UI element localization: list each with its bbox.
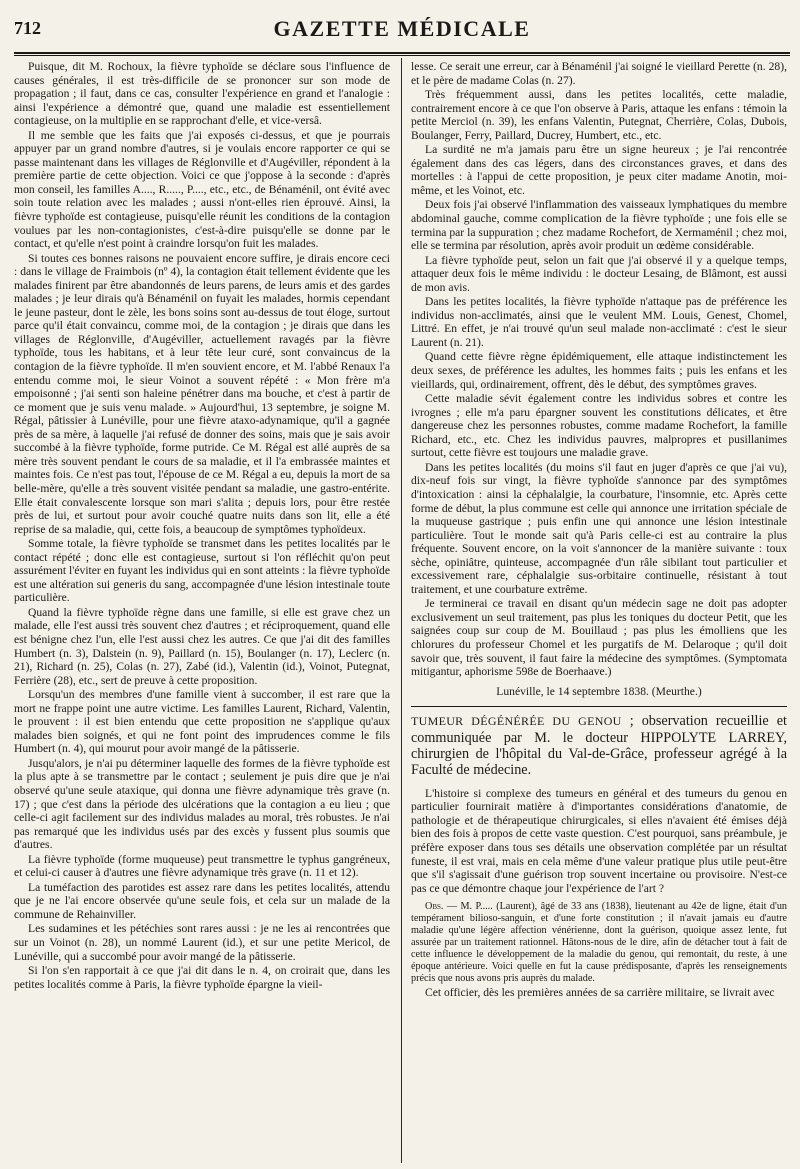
- paragraph: Si l'on s'en rapportait à ce que j'ai dit dans le n. 4, on croirait que, dans les petites localités comme à Paris, la fièvre typhoïde épargne la vieil-: [14, 964, 390, 991]
- observation-paragraph: [411, 901, 787, 985]
- paragraph: Lorsqu'un des membres d'une famille vient à succomber, il est rare que la mort ne frappe point une autre victime. Les familles Laurent, Richard, Valentin, le prouvent : il est bien entendu que cette proposition ne s'applique qu'aux malades bien soignés, et qui ne font point des imprudences comme le fils Humbert (n. 4), qui mourut pour avoir mangé de la pâtisserie.: [14, 688, 390, 756]
- paragraph: Je terminerai ce travail en disant qu'un médecin sage ne doit pas adopter exclusivement un seul traitement, pas plus les toniques du docteur Petit, que les saignées coup sur coup de M. Bouillaud ; pas plus les émolliens que les chlorures du professeur Chomel et les purgatifs de M. Delaroque ; qu'il doit savoir que, très souvent, il faut faire la médecine des symptômes. (Symptomata mitigantur, aphorisme 598e de Boerhaave.): [411, 597, 787, 679]
- observation-lead: Obs. — M. P.....: [425, 901, 493, 913]
- signature-line: Lunéville, le 14 septembre 1838. (Meurthe.): [496, 684, 702, 698]
- paragraph: Somme totale, la fièvre typhoïde se transmet dans les petites localités par le contact répété ; donc elle est contagieuse, surtout si l'on réfléchit qu'on peut assurément l'éviter en fuyant les individus qui en sont atteints : la fièvre typhoïde est une altération sui generis du sang, accompagnée d'une lésion intestinale toute particulière.: [14, 537, 390, 605]
- paragraph: La fièvre typhoïde peut, selon un fait que j'ai observé il y a quelque temps, attaquer deux fois le même individu : le docteur Lesaing, de Blâmont, est aussi de mon avis.: [411, 253, 787, 294]
- article-intro: L'histoire si complexe des tumeurs en général et des tumeurs du genou en particulier fournirait matière à d'importantes considérations d'anatomie, de pathologie et de thérapeutique chirurgicales, si elles n'avaient été émises déjà bien des fois à propos de cette vaste question. C'est pourquoi, sans préambule, je préfère exposer dans tous ses détails une observation complétée par un résultat funeste, il est vrai, mais en cela même d'une valeur pratique plus utile peut-être que s'il s'agissait d'une guérison trop souvent incertaine ou provisoire. N'est-ce pas ce que démontre chaque jour l'expérience de l'art ?: [411, 786, 787, 895]
- newspaper-page: [14, 0, 790, 1169]
- column-divider: [401, 58, 402, 1163]
- paragraph: Dans les petites localités (du moins s'il faut en juger d'après ce que j'ai vu), dix-neuf fois sur vingt, la fièvre typhoïde s'annonce par des symptômes d'intoxication : ainsi la céphalalgie, la courbature, l'insomnie, etc. Après cette forme de début, la plus commune est celle qui annonce une irritation spéciale de la muqueuse gastrique ; puis enfin une qui annonce une lésion intestinale particulière. Tout le monde sait qu'à Paris celle-ci est au contraire la plus fréquente. Souvent encore, on la voit s'annoncer de la manière suivante : toux sèche, opiniâtre, quinteuse, accompagnée d'un râle sibilant tout particulier et excessivement rare, céphalalgie sus-orbitaire continuelle, résistant à tout traitement, et une courbature extrême.: [411, 460, 787, 596]
- paragraph: La tuméfaction des parotides est assez rare dans les petites localités, attendu que je ne l'ai encore observée qu'une seule fois, et cela sur un malade de la commune de Rehainviller.: [14, 880, 390, 921]
- article-title: [411, 713, 787, 779]
- article-title-lead: TUMEUR DÉGÉNÉRÉE DU GENOU: [411, 714, 622, 729]
- journal-title: GAZETTE MÉDICALE: [273, 16, 531, 41]
- left-column: [14, 60, 390, 1160]
- paragraph: Quand la fièvre typhoïde règne dans une famille, si elle est grave chez un malade, elle l'est aussi très souvent chez d'autres ; et réciproquement, quand elle est bénigne chez l'un, elle l'est aussi chez les autres. Ce que j'ai dit des familles Humbert (n. 3), Dalstein (n. 9), Paillard (n. 15), Boulanger (n. 17), Leclerc (n. 21), Richard (n. 25), Colas (n. 27), Zabé (id.), Valentin (id.), Voinot, Putegnat, Ferrière (28), etc., sert de preuve à cette proposition.: [14, 605, 390, 687]
- paragraph: Cette maladie sévit également contre les individus sobres et contre les ivrognes ; elle m'a paru épargner souvent les constitutions délicates, et être dangereuse chez les personnes robustes, comme madame Rochefort, la famille Richard, etc., etc. Chez les individus pauvres, malpropres et pusillanimes surtout, cette fièvre est toujours une maladie grave.: [411, 392, 787, 460]
- paragraph: Il me semble que les faits que j'ai exposés ci-dessus, et que je pourrais appuyer par un grand nombre d'autres, si je voulais encore rapporter ce qui se passe maintenant dans les villages de Réglonville et d'Augéviller, répondent à la première partie de cette objection. Voici ce que j'oppose à la seconde : d'après mon conseil, les familles A...., R....., P...., etc., etc., de Bénaménil, ont évité avec soin toute relation avec les malades ; aussi n'ont-elles rien éprouvé. Ainsi, la fièvre typhoïde est contagieuse, puisqu'elle réunit les conditions de la contagion voulues par les non-contagionistes, c'est-à-dire puisqu'elle se donne par le contact, et qu'elle n'est point à craindre lorsqu'on fuit les malades.: [14, 128, 390, 251]
- paragraph: Puisque, dit M. Rochoux, la fièvre typhoïde se déclare sous l'influence de causes générales, il est très-difficile de se prononcer sur son mode de propagation ; il faut, dans ce cas, consulter l'expérience en grand et l'analogie : ainsi l'expérience a démontré que, quand une maladie est essentiellement contagieuse, on la multiplie en se rapprochant d'elle, et vice-versâ.: [14, 60, 390, 128]
- paragraph: Très fréquemment aussi, dans les petites localités, cette maladie, contrairement encore à ce que l'on observe à Paris, attaque les enfans : témoin la petite Merciol (n. 39), les enfans Valentin, Putegnat, Cherrière, Colas, Dubois, Boulanger, Ferry, Paillard, Ducrey, Humbert, etc., etc.: [411, 88, 787, 142]
- paragraph: Deux fois j'ai observé l'inflammation des vaisseaux lymphatiques du membre abdominal gauche, comme complication de la fièvre typhoïde ; une fois elle se termina par la suppuration ; chez madame Rochefort, de Xermaménil ; chez moi, elle se termina par résolution, après avoir produit un œdème considérable.: [411, 198, 787, 253]
- right-column: [411, 60, 787, 1160]
- paragraph-continued: Cet officier, dès les premières années de sa carrière militaire, se livrait avec: [425, 986, 775, 1000]
- article-separator: [411, 706, 787, 707]
- page-number: 712: [14, 18, 41, 38]
- paragraph: La surdité ne m'a jamais paru être un signe heureux ; je l'ai rencontrée également dans des cas légers, dans des circonstances graves, et dans des mortelles : à l'appui de cette proposition, je peux citer madame Anotin, moi-même, et les Voinot, etc.: [411, 143, 787, 197]
- article-title-rest: ; observation recueillie et communiquée par M. le docteur HIPPOLYTE LARREY, chirurgien de l'hôpital du Val-de-Grâce, professeur agrégé à la Faculté de médecine.: [411, 713, 787, 779]
- observation-text: (Laurent), âgé de 33 ans (1838), lieutenant au 42e de ligne, était d'un tempérament bilioso-sanguin, et d'une forte constitution ; il n'avait jamais eu d'autre maladie qu'une légère affection vénérienne, dont la guérison, quoique assez lente, fut assurée par un traitement rationnel. Hâtons-nous de le dire, afin de détacher tout à fait de cette influence le développement de la maladie du genou, qui remontait, du reste, à une époque antérieure. Voici quelle en fut la cause prédisposante, d'après les renseignements précis que nous avons pris auprès du malade.: [411, 901, 787, 985]
- header-rule: [14, 52, 790, 54]
- paragraph: Jusqu'alors, je n'ai pu déterminer laquelle des formes de la fièvre typhoïde est la plus apte à se transmettre par le contact ; seulement je puis dire que je n'ai observé qu'une seule ataxique, qui donna une fièvre adynamique très grave (n. 17) ; que c'est dans la période des ulcérations que la contagion a eu lieu ; que celle-ci agit facilement sur des individus malades au moral, très robustes. Je n'ai pas remarqué que les individus usés par des excès y fussent plus soumis que d'autres.: [14, 756, 390, 852]
- paragraph: Les sudamines et les pétéchies sont rares aussi : je ne les ai rencontrées que sur un Voinot (n. 28), un nommé Laurent (id.), et sur une petite Mericol, de Lunéville, qui a succombé pour avoir mangé de la pâtisserie.: [14, 922, 390, 963]
- paragraph: Dans les petites localités, la fièvre typhoïde n'attaque pas de préférence les individus non-acclimatés, ainsi que le veulent MM. Louis, Genest, Chomel, Littré. En effet, je n'ai trouvé qu'un seul malade non-acclimaté : c'est le sieur Laurent (n. 21).: [411, 295, 787, 349]
- paragraph: La fièvre typhoïde (forme muqueuse) peut transmettre le typhus gangréneux, et celui-ci causer à d'autres une fièvre adynamique très grave (n. 11 et 12).: [14, 852, 390, 880]
- paragraph: Quand cette fièvre règne épidémiquement, elle attaque indistinctement les deux sexes, de préférence les adultes, les hommes faits ; puis les enfans et les vieillards, qui, ordinairement, offrent, dès le début, des symptômes graves.: [411, 350, 787, 391]
- paragraph: lesse. Ce serait une erreur, car à Bénaménil j'ai soigné le vieillard Perette (n. 28), et le père de madame Colas (n. 27).: [411, 60, 787, 87]
- paragraph: Si toutes ces bonnes raisons ne pouvaient encore suffire, je dirais encore ceci : dans le village de Fraimbois (nº 4), la contagion était tellement évidente que les malades finirent par être abandonnés de leurs parens, de leurs amis et des gardes malades ; je leur dirais qu'à Bénaménil on fuyait les malades, hormis cependant le jeune pasteur, dont le zèle, les bons soins sont au-dessus de tout éloge, surtout parce qu'il était convaincu, comme moi, de la contagion ; je dirais que dans les villages de Réglonville, d'Augéviller, actuellement ravagés par la fièvre typhoïde, tous les habitans, et à leur tête leur curé, sont convaincus de la contagion de la fièvre typhoïde. Il m'en souvient encore, et M. l'abbé Renaux l'a entendu comme moi, le sieur Voinot a souvent répété : « Mon frère m'a empoisonné ; j'ai senti son haleine pénétrer dans ma bouche, et c'est à partir de ce moment que je suis venu malade. » Aujourd'hui, 13 septembre, je soigne M. Régal, pâtissier à Lunéville, pour une fièvre ataxo-adynamique, qu'il a gagnée près de sa mère, à laquelle j'ai refusé de donner des soins, mais que je sais avoir succombé à la fièvre typhoïde, forme putride. Ce M. Régal est allé auprès de sa mère très souvent pendant le cours de sa maladie, et il l'a embrassée maintes et maintes fois. Ce n'est pas tout, l'épouse de ce M. Régal a eu, depuis la mort de sa belle-mère, qu'elle a très souvent visitée pendant sa maladie, une gastro-entérite. Elle était convalescente lorsque son mari s'alita ; depuis lors, pour être restée près de lui, et surtout pour avoir couché quatre nuits dans son lit, elle a été reprise de sa maladie, qui, cette fois, a beaucoup de symptômes typhoïdeux.: [14, 251, 390, 536]
- header-rule-thin: [14, 55, 790, 56]
- page-header: [14, 14, 790, 50]
